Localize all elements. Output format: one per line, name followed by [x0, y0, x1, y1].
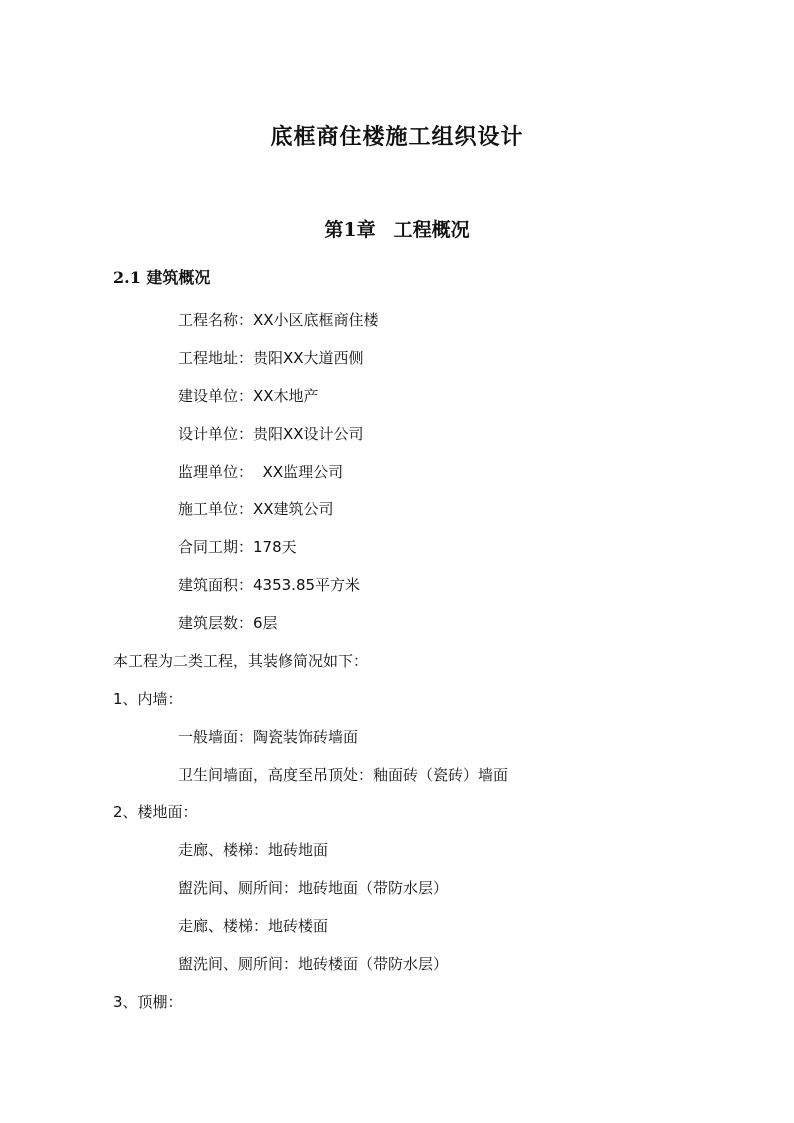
chapter-heading	[0, 215, 794, 242]
project-info-line: 建筑面积：4353.85平方米	[178, 576, 361, 594]
project-info-line: 建设单位：XX木地产	[178, 387, 319, 405]
project-info-line: 监理单位： XX监理公司	[178, 463, 344, 481]
chapter-title: 工程概况	[393, 219, 470, 241]
project-info-line: 设计单位：贵阳XX设计公司	[178, 425, 364, 443]
item-detail: 卫生间墙面，高度至吊顶处：釉面砖（瓷砖）墙面	[178, 766, 509, 784]
project-info-line: 工程名称：XX小区底框商住楼	[178, 311, 379, 329]
item-detail: 走廊、楼梯：地砖楼面	[178, 917, 329, 935]
project-info-line: 施工单位：XX建筑公司	[178, 500, 334, 518]
item-heading: 3、顶棚：	[113, 993, 183, 1011]
document-title: 底框商住楼施工组织设计	[270, 124, 524, 150]
item-detail: 走廊、楼梯：地砖地面	[178, 841, 329, 859]
project-info-line: 合同工期：178天	[178, 538, 297, 556]
item-detail: 盥洗间、厕所间：地砖地面（带防水层）	[178, 879, 449, 897]
item-detail: 盥洗间、厕所间：地砖楼面（带防水层）	[178, 955, 449, 973]
project-info-line: 建筑层数：6层	[178, 614, 278, 632]
intro-paragraph: 本工程为二类工程，其装修简况如下：	[113, 652, 369, 670]
chapter-number: 第1章	[324, 219, 376, 241]
item-heading: 1、内墙：	[113, 690, 183, 708]
project-info-line: 工程地址：贵阳XX大道西侧	[178, 349, 364, 367]
item-heading: 2、楼地面：	[113, 803, 198, 821]
item-detail: 一般墙面：陶瓷装饰砖墙面	[178, 728, 359, 746]
section-heading: 2.1 建筑概况	[113, 268, 211, 287]
